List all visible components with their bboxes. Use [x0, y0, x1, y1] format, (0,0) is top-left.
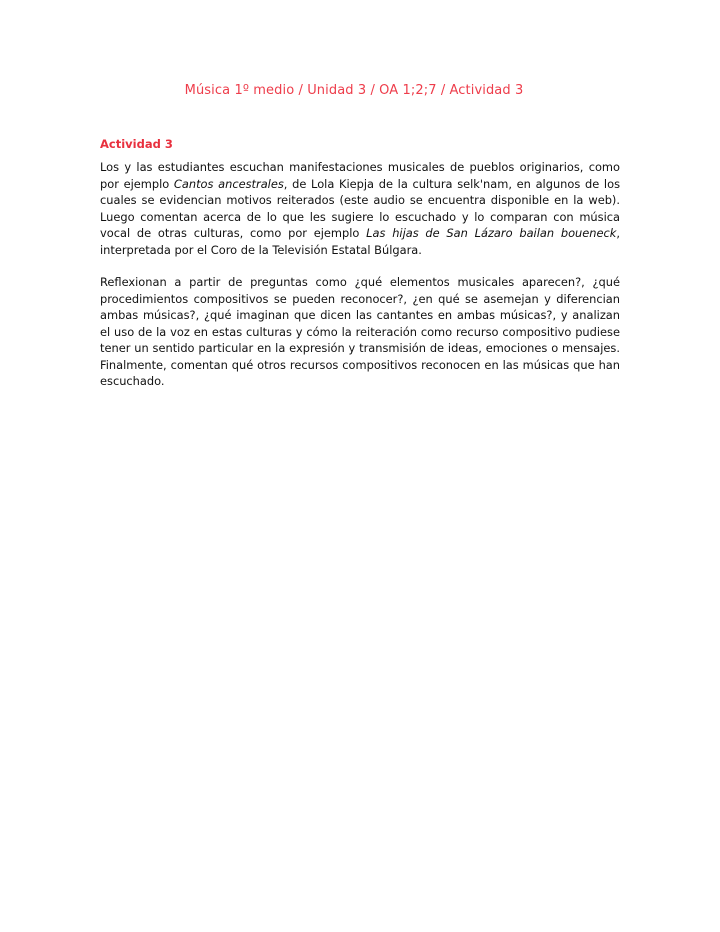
page-header: Música 1º medio / Unidad 3 / OA 1;2;7 / Actividad 3 [184, 83, 524, 98]
paragraph-1-text-part-1: Los y las estudiantes escuchan manifestaciones musicales de pueblos originarios, como por ejemplo [100, 160, 620, 191]
paragraph-1-text-part-3: , interpretada por el Coro de la Televisión Estatal Búlgara. [100, 226, 620, 257]
work-title-cantos-ancestrales: Cantos ancestrales [173, 176, 284, 191]
paragraph-1-text-part-2: , de Lola Kiepja de la cultura selk'nam, en algunos de los cuales se evidencian motivos reiterados (este audio se encuentra disponible en la web). Luego comentan acerca de lo que les sugiere lo escuchado y lo comparan con música vocal de otras culturas, como por ejemplo [100, 176, 620, 240]
activity-paragraph-2: Reflexionan a partir de preguntas como ¿qué elementos musicales aparecen?, ¿qué procedimientos compositivos se pueden reconocer?, ¿en qué se asemejan y diferencian ambas músicas?, ¿qué imaginan que dicen las cantantes en ambas músicas?, y analizan el uso de la voz en estas culturas y cómo la reiteración como recurso compositivo pudiese tener un sentido particular en la expresión y transmisión de ideas, emociones o mensajes. Finalmente, comentan qué otros recursos compositivos reconocen en las músicas que han escuchado. [100, 275, 620, 388]
work-title-las-hijas: Las hijas de San Lázaro bailan boueneck [366, 226, 617, 240]
activity-paragraph-1 [100, 159, 620, 258]
activity-heading: Actividad 3 [100, 137, 173, 151]
